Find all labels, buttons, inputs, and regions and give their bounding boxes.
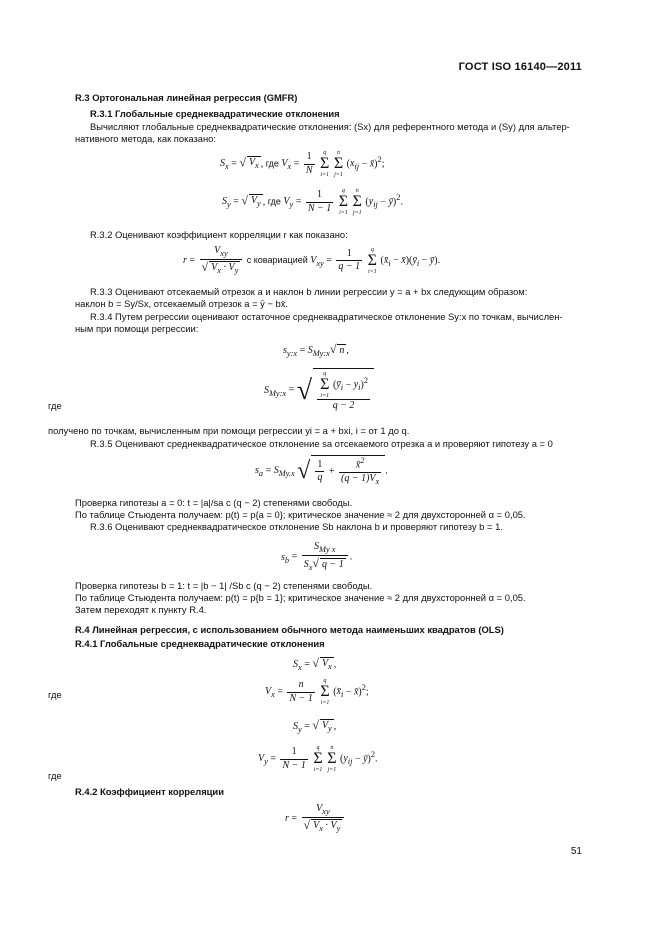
- equation-r4-sx: $S_x$ = √ $V_x$ ,: [293, 656, 337, 672]
- page-number: 51: [570, 846, 582, 857]
- r35-text: R.3.5 Оценивают среднеквадратическое отклонение sa отсекаемого отрезка a и проверяют гипотезу a = 0: [90, 438, 553, 449]
- equation-smyx: $S_{My:x}$ = √ q Σ i=1 $(ȳ_i - y_i)^2$ q − 2: [264, 368, 374, 413]
- equation-sa: $s_a = S_{My.x}$ √ $\frac{1}{q}$ + $\frac{x̄^2}{(q - 1)V_x}$ .: [255, 456, 388, 486]
- r36-text: R.3.6 Оценивают среднеквадратическое отклонение Sb наклона b и проверяют гипотезу b = 1.: [90, 521, 503, 532]
- equation-sx: $S_x$ = √ $V_x$ , где $V_x$ = $\frac{1}{N}$ q Σ i=1 n Σ j=1 ($x_{ij}$ − x̄)$^2$;: [220, 150, 385, 178]
- r34-text-line2: ным при помощи регрессии:: [75, 323, 199, 334]
- r31-text-line2: нативного метода, как показано:: [75, 133, 216, 144]
- equation-sb: $s_b$ = $\frac{S_{My x}}{S_x√ q - 1}$ .: [281, 541, 353, 573]
- equation-syx: $s_{y:x} = S_{My:x}√$ n ,: [283, 342, 349, 358]
- r36-hypothesis-line1: Проверка гипотезы b = 1: t = |b − 1| /Sb с (q − 2) степенями свободы.: [75, 580, 373, 591]
- section-r42-title: R.4.2 Коэффициент корреляции: [75, 786, 224, 797]
- section-r31-title: R.3.1 Глобальные среднеквадратические отклонения: [90, 108, 340, 119]
- where-label-r34: где: [48, 400, 62, 411]
- equation-r4-vx: $V_x$ = $\frac{n}{N - 1}$ q Σ i=1 ($x̄_i$ − x̄)$^2$;: [265, 678, 369, 706]
- equation-r4-vy: $V_y$ = $\frac{1}{N - 1}$ q Σ i=1 n Σ j=1 ($y_{ij}$ − ȳ)$^2$.: [258, 745, 378, 773]
- equation-r4-sy: $S_y$ = √ $V_y$ ,: [293, 718, 337, 734]
- equation-sy-where: где: [267, 196, 281, 207]
- section-r3-title: R.3 Ортогональная линейная регрессия (GMFR): [75, 92, 298, 103]
- equation-r4-r: r = $\frac{V_{xy}}{√ V_x \cdot V_y}$: [285, 803, 346, 835]
- r33-text-line2: наклон b = Sy/Sx, отсекаемый отрезок a = ȳ − bx̄.: [75, 298, 289, 309]
- r34-text-line1: R.3.4 Путем регрессии оценивают остаточное среднеквадратическое отклонение Sy:x по точкам, вычислен-: [90, 311, 563, 322]
- section-r4-title: R.4 Линейная регрессия, с использованием обычного метода наименьших квадратов (OLS): [75, 624, 504, 635]
- r36-hypothesis-line3: Затем переходят к пункту R.4.: [75, 604, 207, 615]
- equation-sx-where: где: [265, 158, 279, 169]
- where-label-r41-2: где: [48, 770, 62, 781]
- r35-hypothesis-line1: Проверка гипотезы a = 0: t = |a|/sa с (q − 2) степенями свободы.: [75, 497, 353, 508]
- r33-text-line1: R.3.3 Оценивают отсекаемый отрезок a и наклон b линии регрессии y = a + bx следующим образом:: [90, 286, 528, 297]
- r34-after-text: получено по точкам, вычисленным при помощи регрессии yi = a + bxi, i = от 1 до q.: [48, 425, 410, 436]
- equation-r-cov-label: с ковариацией: [246, 255, 308, 266]
- equation-r: r = $\frac{V_{xy}}{√ V_x \cdot V_y}$ с ковариацией $V_{xy}$ = $\frac{1}{q - 1}$ q Σ i=1 ($x̄_i$ − $x̄)(ȳ_i$ − ȳ).: [183, 245, 441, 276]
- section-r41-title: R.4.1 Глобальные среднеквадратические отклонения: [75, 638, 325, 649]
- r31-text-line1: Вычисляют глобальные среднеквадратические отклонения: (Sx) для референтного метода и (Sy) для альтер-: [90, 121, 570, 132]
- r35-hypothesis-line2: По таблице Стьюдента получаем: p(t) = p{a = 0}; критическое значение ≈ 2 для двухсторонней α = 0,05.: [75, 509, 526, 520]
- equation-sy: $S_y$ = √ $V_y$ , где $V_y$ = $\frac{1}{N - 1}$ q Σ i=1 n Σ j=1 ($y_{ij}$ − ȳ)$^2$.: [222, 188, 403, 216]
- standard-header: ГОСТ ISO 16140—2011: [458, 61, 582, 73]
- r32-text: R.3.2 Оценивают коэффициент корреляции r как показано:: [90, 229, 348, 240]
- r36-hypothesis-line2: По таблице Стьюдента получаем: p(t) = p{b = 1}; критическое значение ≈ 2 для двухсторонней α = 0,05.: [75, 592, 526, 603]
- where-label-r41-1: где: [48, 689, 62, 700]
